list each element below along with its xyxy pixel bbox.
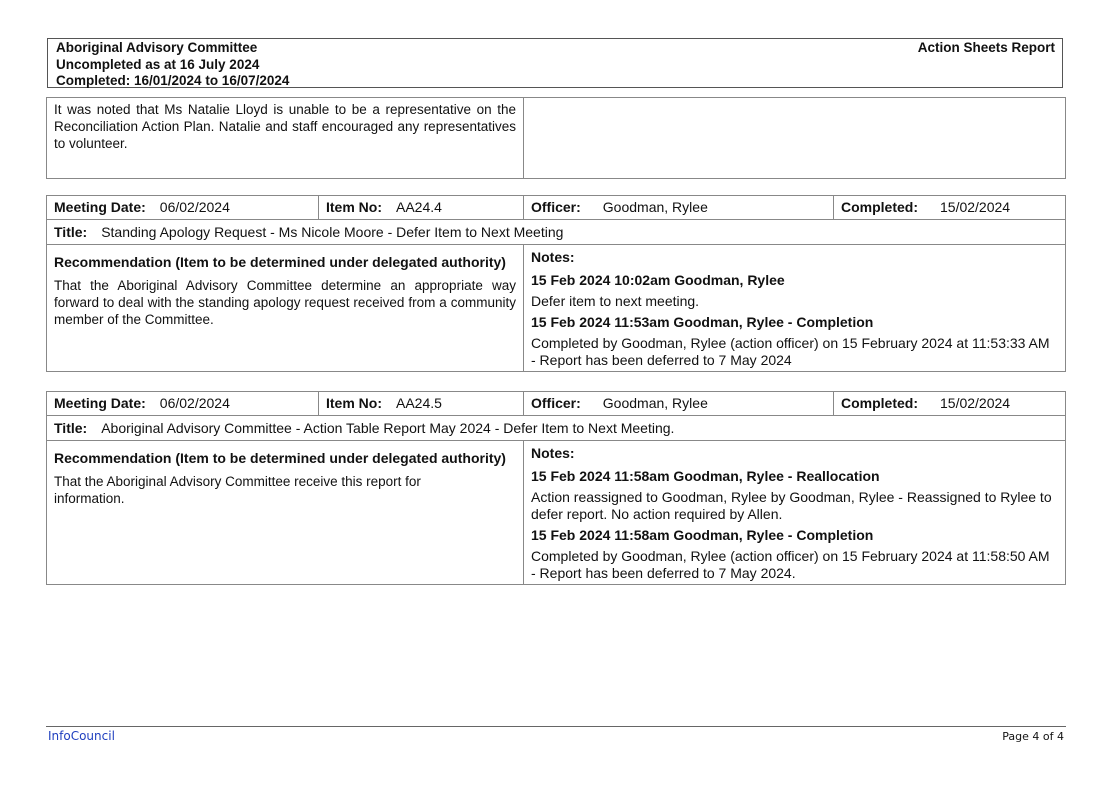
meeting-date-cell bbox=[47, 392, 319, 415]
title-label: Title: bbox=[54, 224, 88, 240]
report-title: Action Sheets Report bbox=[917, 40, 1055, 55]
note-heading: 15 Feb 2024 11:53am Goodman, Rylee - Completion bbox=[531, 314, 874, 330]
title-label: Title: bbox=[54, 420, 88, 436]
note-text: Completed by Goodman, Rylee (action officer) on 15 February 2024 at 11:58:50 AM - Report has been deferred to 7 May 2024. bbox=[531, 548, 1050, 581]
item-no-cell bbox=[319, 196, 524, 219]
completed-range: Completed: 16/01/2024 to 16/07/2024 bbox=[56, 73, 290, 88]
action-item-aa24-5 bbox=[46, 391, 1066, 585]
notes-cell bbox=[524, 245, 1065, 371]
item-meta-row bbox=[47, 196, 1065, 220]
notes-cell bbox=[524, 441, 1065, 584]
item-no-cell bbox=[319, 392, 524, 415]
report-header bbox=[47, 38, 1063, 88]
officer-label: Officer: bbox=[531, 199, 581, 215]
meeting-date-label: Meeting Date: bbox=[54, 395, 146, 411]
uncompleted-date: Uncompleted as at 16 July 2024 bbox=[56, 56, 260, 72]
meeting-date-label: Meeting Date: bbox=[54, 199, 146, 215]
item-title-row bbox=[47, 416, 1065, 441]
officer-value: Goodman, Rylee bbox=[602, 395, 708, 411]
note-heading: 15 Feb 2024 11:58am Goodman, Rylee - Completion bbox=[531, 527, 874, 543]
page-number: Page 4 of 4 bbox=[1002, 730, 1064, 743]
officer-cell bbox=[524, 392, 834, 415]
officer-label: Officer: bbox=[531, 395, 581, 411]
note-heading: 15 Feb 2024 10:02am Goodman, Rylee bbox=[531, 272, 785, 288]
recommendation-cell bbox=[47, 441, 524, 584]
item-no-label: Item No: bbox=[326, 395, 382, 411]
item-no-value: AA24.5 bbox=[396, 395, 442, 411]
completed-label: Completed: bbox=[841, 199, 918, 215]
completed-cell bbox=[834, 196, 1065, 219]
notes-heading: Notes: bbox=[531, 445, 575, 461]
recommendation-cell bbox=[47, 245, 524, 371]
committee-name: Aboriginal Advisory Committee bbox=[56, 40, 258, 55]
footer-brand: InfoCouncil bbox=[48, 729, 115, 743]
officer-cell bbox=[524, 196, 834, 219]
item-meta-row bbox=[47, 392, 1065, 416]
completed-value: 15/02/2024 bbox=[940, 395, 1011, 411]
meeting-date-value: 06/02/2024 bbox=[159, 395, 230, 411]
recommendation-heading: Recommendation (Item to be determined under delegated authority) bbox=[54, 254, 506, 270]
note-text: Defer item to next meeting. bbox=[531, 293, 700, 309]
recommendation-text: That the Aboriginal Advisory Committee determine an appropriate way forward to deal with the standing apology request received from a community member of the Committee. bbox=[54, 278, 516, 327]
action-item-aa24-4 bbox=[46, 195, 1066, 372]
item-body-row bbox=[47, 245, 1065, 371]
notes-heading: Notes: bbox=[531, 249, 575, 265]
meeting-date-cell bbox=[47, 196, 319, 219]
recommendation-heading: Recommendation (Item to be determined under delegated authority) bbox=[54, 450, 506, 466]
meeting-date-value: 06/02/2024 bbox=[159, 199, 230, 215]
continued-action-table bbox=[46, 97, 1066, 179]
item-no-label: Item No: bbox=[326, 199, 382, 215]
item-no-value: AA24.4 bbox=[396, 199, 442, 215]
note-heading: 15 Feb 2024 11:58am Goodman, Rylee - Reallocation bbox=[531, 468, 880, 484]
completed-label: Completed: bbox=[841, 395, 918, 411]
continued-text: It was noted that Ms Natalie Lloyd is unable to be a representative on the Reconciliation Action Plan. Natalie and staff encouraged any representatives to volunteer. bbox=[47, 98, 524, 178]
recommendation-text: That the Aboriginal Advisory Committee receive this report for information. bbox=[54, 474, 421, 506]
footer-divider bbox=[46, 726, 1066, 727]
item-title: Aboriginal Advisory Committee - Action Table Report May 2024 - Defer Item to Next Meeting. bbox=[101, 420, 675, 436]
note-text: Action reassigned to Goodman, Rylee by Goodman, Rylee - Reassigned to Rylee to defer report. No action required by Allen. bbox=[531, 489, 1052, 522]
completed-cell bbox=[834, 392, 1065, 415]
completed-value: 15/02/2024 bbox=[940, 199, 1011, 215]
note-text: Completed by Goodman, Rylee (action officer) on 15 February 2024 at 11:53:33 AM - Report has been deferred to 7 May 2024 bbox=[531, 335, 1050, 368]
item-title-row bbox=[47, 220, 1065, 245]
item-body-row bbox=[47, 441, 1065, 584]
item-title: Standing Apology Request - Ms Nicole Moore - Defer Item to Next Meeting bbox=[101, 224, 564, 240]
officer-value: Goodman, Rylee bbox=[602, 199, 708, 215]
